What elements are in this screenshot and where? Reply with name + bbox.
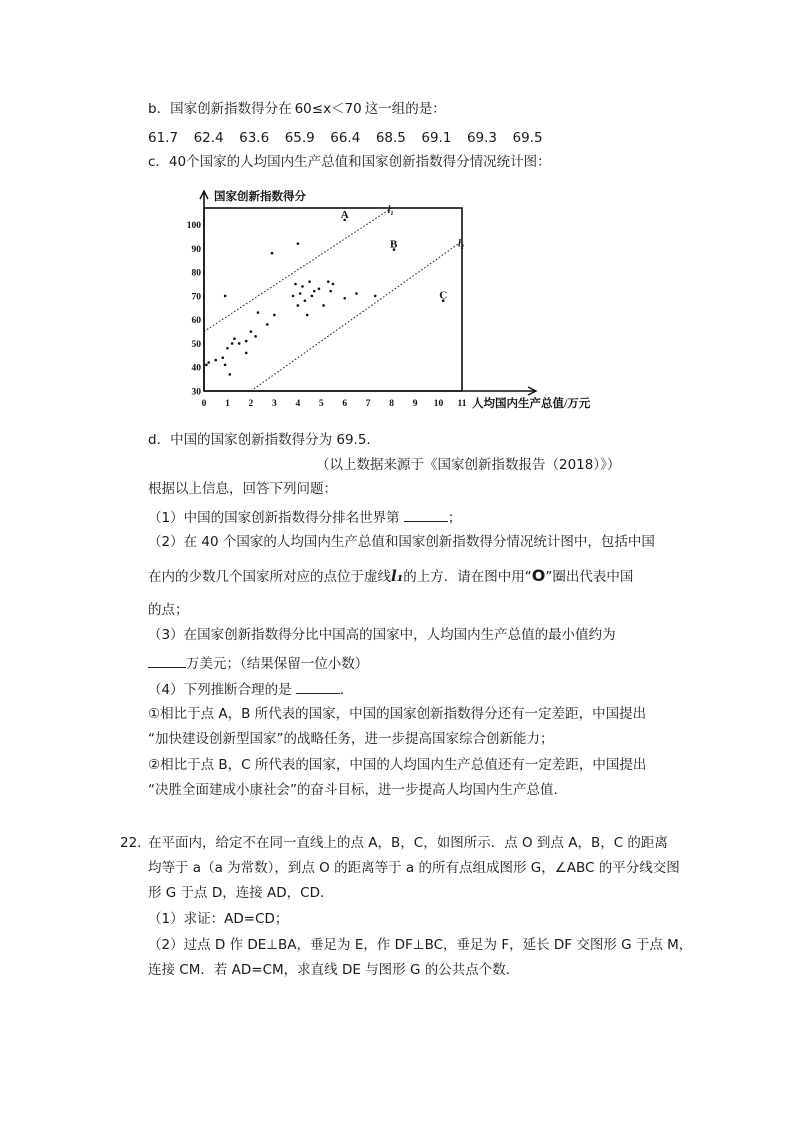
data-point	[266, 323, 269, 326]
x-tick-label: 5	[318, 399, 324, 409]
x-tick-label: 0	[201, 399, 207, 409]
data-point	[254, 335, 257, 338]
chart-points	[205, 219, 444, 376]
value-item: 69.1	[421, 130, 452, 146]
data-point	[233, 337, 236, 340]
data-point	[308, 280, 311, 283]
y-tick-label: 30	[191, 387, 201, 398]
q21-4-end: ．	[339, 682, 354, 698]
data-point	[245, 340, 248, 343]
chart-frame	[200, 191, 536, 395]
data-point	[297, 242, 300, 245]
q22-1: （1）求证：AD=CD；	[148, 911, 289, 927]
part-c-line: c．40个国家的人均国内生产总值和国家创新指数得分情况统计图：	[148, 154, 551, 170]
chart-labels	[187, 189, 591, 410]
x-tick-label: 1	[225, 399, 230, 409]
q22-line3: 形 G 于点 D，连接 AD，CD．	[148, 885, 334, 901]
y-axis-label: 国家创新指数得分	[214, 191, 306, 203]
value-item: 63.6	[239, 130, 270, 146]
point-label-c: C	[439, 289, 448, 302]
q21-4	[148, 679, 353, 699]
plot-frame	[204, 208, 465, 391]
data-point	[322, 304, 325, 307]
data-point	[229, 373, 232, 376]
q21-1-text: （1）中国的国家创新指数得分排名世界第	[148, 510, 400, 526]
y-tick-label: 90	[191, 244, 201, 255]
value-item: 61.7	[148, 130, 179, 146]
data-point	[343, 297, 346, 300]
part-b-line	[148, 100, 446, 118]
y-tick-label: 40	[191, 363, 201, 374]
y-tick-label: 100	[186, 221, 201, 232]
data-point	[224, 364, 227, 367]
x-tick-label: 6	[342, 399, 348, 409]
data-point	[374, 295, 377, 298]
q22-2-line1: （2）过点 D 作 DE⊥BA，垂足为 E，作 DF⊥BC，垂足为 F，延长 DF 交图形 G 于点 M，	[148, 937, 693, 953]
q21-4-text: （4）下列推断合理的是	[148, 682, 292, 698]
circle-symbol: O	[531, 566, 546, 585]
q21-3-text: 万美元；（结果保留一位小数）	[186, 656, 369, 672]
data-point	[299, 292, 302, 295]
data-point	[327, 280, 330, 283]
data-point	[332, 283, 335, 286]
data-point	[226, 347, 229, 350]
data-point	[329, 290, 332, 293]
data-point	[318, 288, 321, 291]
option-2-line2: “决胜全面建成小康社会”的奋斗目标，进一步提高人均国内生产总值.	[148, 782, 558, 798]
value-item: 69.5	[512, 130, 543, 146]
value-item: 66.4	[330, 130, 361, 146]
point-label-b: B	[389, 238, 398, 251]
x-tick-label: 4	[295, 399, 301, 409]
q21-2-line3: 的点；	[148, 602, 189, 618]
data-point	[306, 314, 309, 317]
y-tick-label: 70	[191, 292, 201, 303]
q21-intro: 根据以上信息，回答下列问题：	[148, 481, 337, 497]
data-point	[224, 295, 227, 298]
data-point	[313, 290, 316, 293]
q22-line2: 均等于 a（a 为常数），到点 O 的距离等于 a 的所有点组成图形 G，∠ABC 的平分线交图	[148, 860, 680, 876]
y-tick-label: 80	[191, 268, 201, 279]
q21-1-end: ；	[447, 510, 462, 526]
chart-dashed-lines	[204, 208, 465, 391]
data-point	[297, 304, 300, 307]
answer-blank[interactable]	[404, 507, 448, 522]
q22-line1: 在平面内，给定不在同一直线上的点 A，B，C，如图所示．点 O 到点 A，B，C 的距离	[148, 835, 668, 851]
data-point	[257, 311, 260, 314]
part-b-values	[148, 129, 558, 147]
scatter-chart	[176, 183, 616, 415]
data-source: （以上数据来源于《国家创新指数报告（2018）》）	[316, 457, 621, 473]
q21-3-line1: （3）在国家创新指数得分比中国高的国家中，人均国内生产总值的最小值约为	[148, 627, 616, 643]
data-point	[301, 285, 304, 288]
data-point	[355, 292, 358, 295]
data-point	[221, 356, 224, 359]
data-point	[271, 252, 274, 255]
x-tick-label: 7	[365, 399, 371, 409]
part-d-line: d．中国的国家创新指数得分为 69.5.	[148, 432, 371, 448]
line-label: l₂	[458, 238, 465, 250]
data-point	[294, 283, 297, 286]
q21-3-line2	[148, 653, 368, 673]
answer-blank[interactable]	[148, 653, 186, 668]
q22-2-line2: 连接 CM．若 AD=CM，求直线 DE 与图形 G 的公共点个数．	[148, 962, 520, 978]
q22-number: 22.	[120, 835, 142, 851]
data-point	[205, 364, 208, 367]
x-tick-label: 9	[412, 399, 418, 409]
part-b-range: 60≤x＜70	[294, 101, 362, 117]
q21-2-line1: （2）在 40 个国家的人均国内生产总值和国家创新指数得分情况统计图中，包括中国	[148, 534, 655, 550]
answer-blank[interactable]	[296, 679, 340, 694]
y-tick-label: 50	[191, 339, 201, 350]
value-item: 68.5	[375, 130, 406, 146]
data-point	[245, 352, 248, 355]
part-b-suffix: 这一组的是：	[364, 101, 446, 117]
x-tick-label: 11	[457, 399, 467, 409]
data-point	[231, 342, 234, 345]
value-item: 62.4	[193, 130, 224, 146]
option-1-line2: “加快建设创新型国家”的战略任务，进一步提高国家综合创新能力；	[148, 731, 554, 747]
x-tick-label: 2	[248, 399, 254, 409]
l1-symbol: l₁	[391, 567, 404, 585]
part-b-label: b．国家创新指数得分在	[148, 101, 292, 117]
option-1-line1: ①相比于点 A，B 所代表的国家，中国的国家创新指数得分还有一定差距，中国提出	[148, 706, 647, 722]
x-axis-label: 人均国内生产总值/万元	[472, 398, 591, 410]
q21-1	[148, 507, 461, 527]
option-2-line1: ②相比于点 B，C 所代表的国家，中国的人均国内生产总值还有一定差距，中国提出	[148, 757, 647, 773]
data-point	[292, 295, 295, 298]
x-tick-label: 3	[271, 399, 277, 409]
data-point	[273, 314, 276, 317]
data-point	[250, 330, 253, 333]
value-item: 69.3	[466, 130, 497, 146]
value-item: 65.9	[284, 130, 315, 146]
q21-2-text-a: 在内的少数几个国家所对应的点位于虚线	[148, 569, 391, 585]
q21-2-text-b: 的上方．请在图中用“	[403, 569, 532, 585]
q21-2-text-c: ”圈出代表中国	[545, 569, 634, 585]
y-tick-label: 60	[191, 316, 201, 327]
dashed-line-l1	[204, 208, 392, 332]
point-label-a: A	[340, 208, 349, 221]
x-tick-label: 10	[433, 399, 444, 409]
data-point	[304, 299, 307, 302]
line-label: l₁	[387, 205, 394, 216]
data-point	[311, 295, 314, 298]
q21-2-line2	[148, 567, 633, 586]
data-point	[238, 342, 241, 345]
data-point	[214, 359, 217, 362]
data-point	[207, 361, 210, 364]
x-tick-label: 8	[389, 399, 395, 409]
